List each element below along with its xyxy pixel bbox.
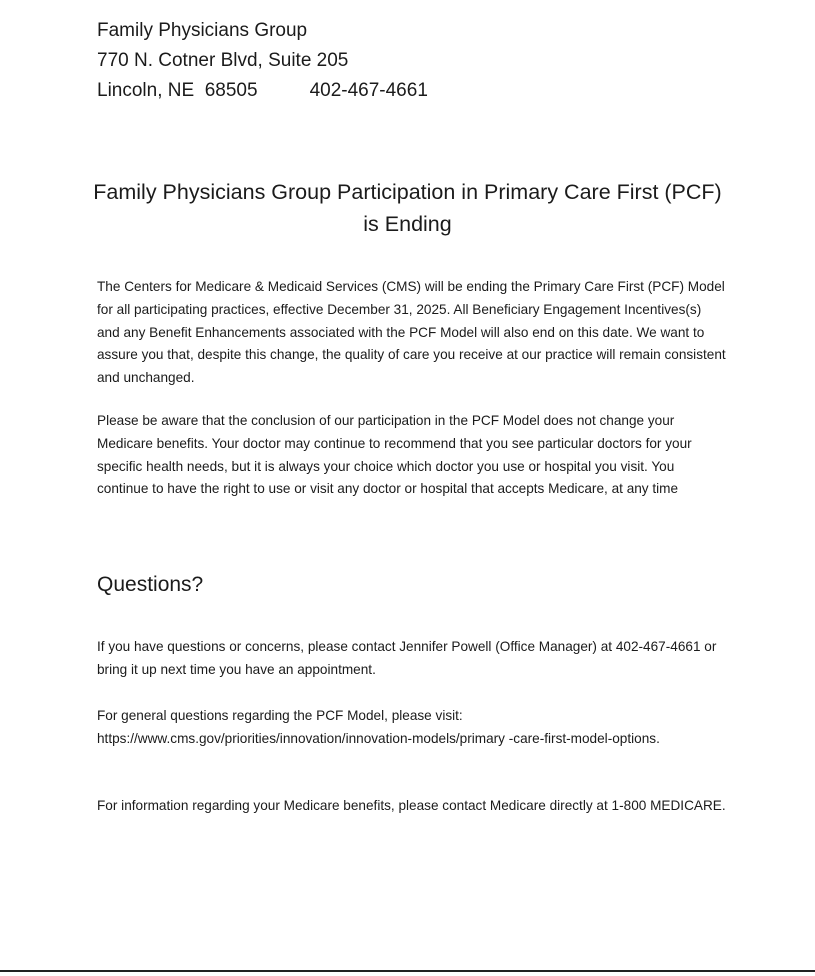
paragraph-medicare-info: For information regarding your Medicare benefits, please contact Medicare directly at 1-800 MEDICARE. <box>97 798 726 813</box>
street-address: 770 N. Cotner Blvd, Suite 205 <box>97 50 349 71</box>
title-line-2: is Ending <box>363 212 452 236</box>
city-state-zip: Lincoln, NE 68505 <box>97 80 258 101</box>
phone-number: 402-467-4661 <box>309 80 428 101</box>
paragraph-benefits-unchanged: Please be aware that the conclusion of our participation in the PCF Model does not change your Medicare benefits. Your doctor may continue to recommend that you see particular doctors for your specific health needs, but it is always your choice which doctor you use or hospital you visit. You continue to have the right to use or visit any doctor or hospital that accepts Medicare, at any time <box>97 413 692 497</box>
paragraph-general-questions: For general questions regarding the PCF Model, please visit: https://www.cms.gov/priorities/innovation/innovation-models/primary -care-first-model-options. <box>97 708 660 746</box>
letterhead <box>97 16 428 106</box>
paragraph-contact: If you have questions or concerns, please contact Jennifer Powell (Office Manager) at 402-467-4661 or bring it up next time you have an appointment. <box>97 639 717 677</box>
paragraph-cms-ending: The Centers for Medicare & Medicaid Services (CMS) will be ending the Primary Care First (PCF) Model for all participating practices, effective December 31, 2025. All Beneficiary Engagement Incentives(s) and any Benefit Enhancements associated with the PCF Model will also end on this date. We want to assure you that, despite this change, the quality of care you receive at our practice will remain consistent and unchanged. <box>97 279 726 386</box>
org-name: Family Physicians Group <box>97 20 308 41</box>
city-state-phone-line <box>97 76 428 106</box>
notice-title <box>80 176 735 240</box>
bottom-edge-rule <box>0 970 815 972</box>
questions-heading: Questions? <box>97 573 204 596</box>
title-line-1: Family Physicians Group Participation in Primary Care First (PCF) <box>93 180 722 204</box>
